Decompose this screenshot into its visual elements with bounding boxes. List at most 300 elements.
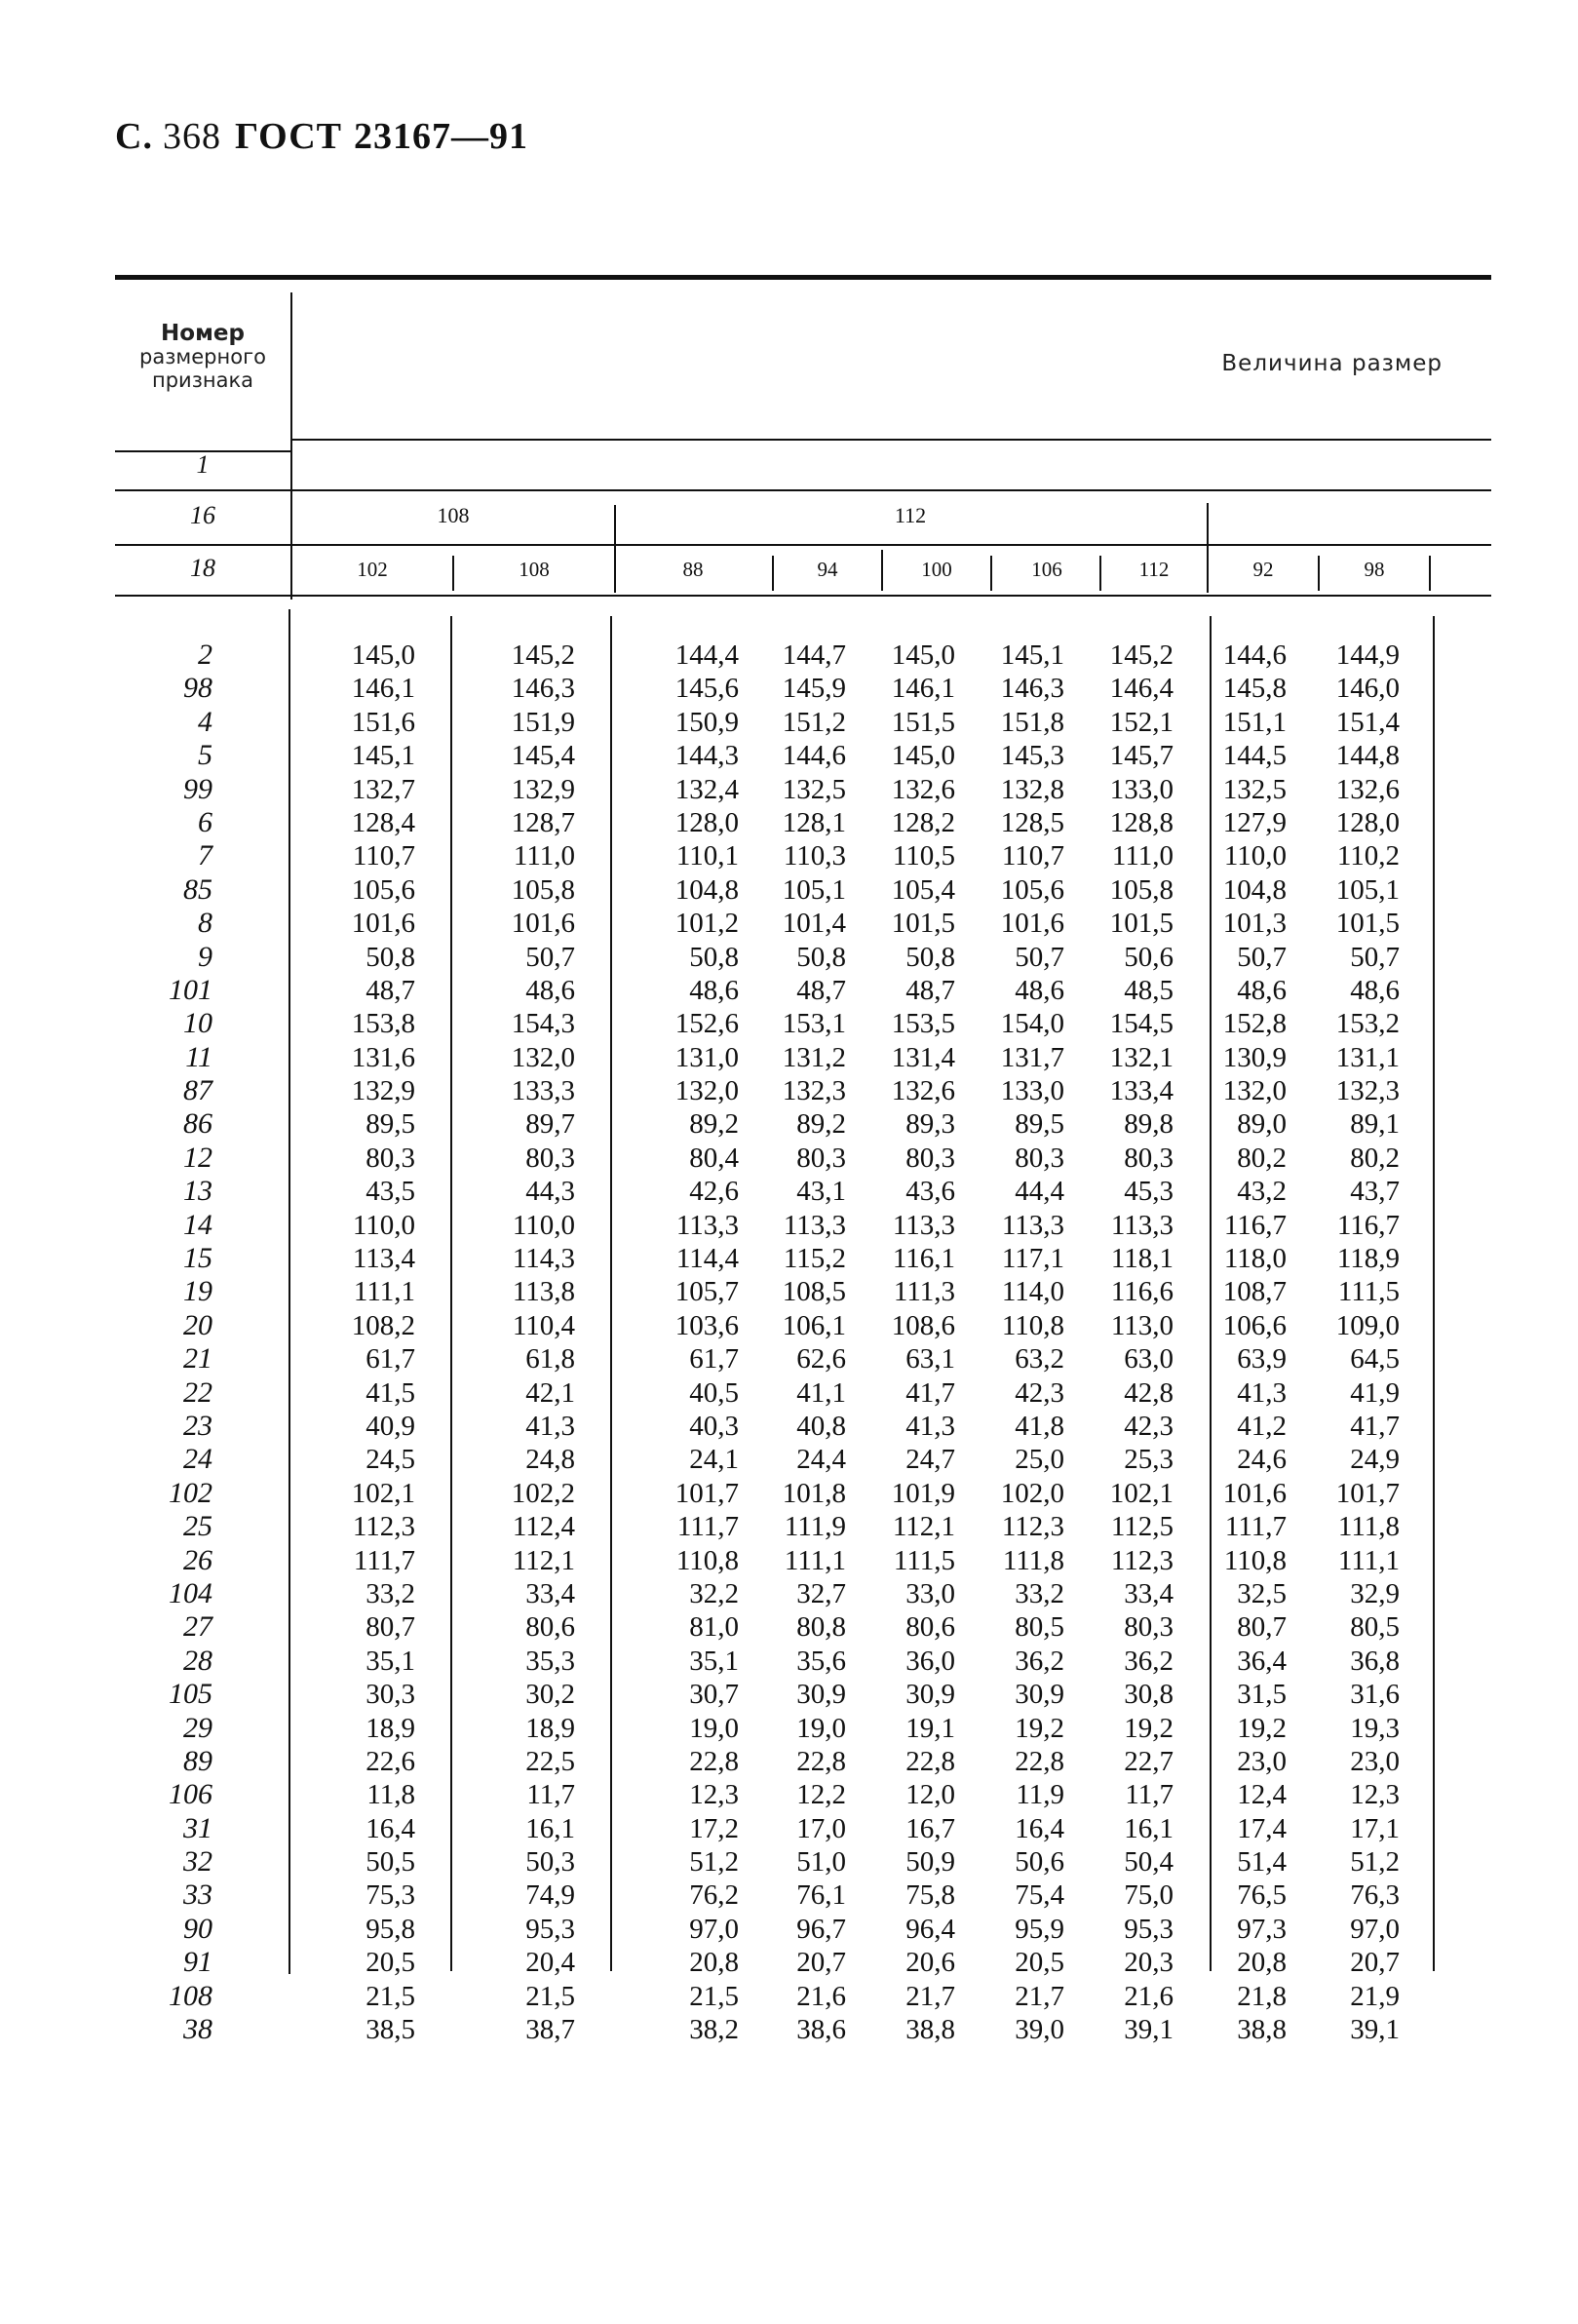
col18-label: 106	[1031, 558, 1062, 581]
col-separator	[881, 550, 883, 591]
table-cell: 101,2	[674, 908, 739, 940]
table-cell: 102,1	[1109, 1477, 1174, 1509]
table-cell: 80,6	[525, 1611, 575, 1644]
table-row	[115, 2013, 1491, 2046]
row-number: 22	[183, 1375, 212, 1409]
table-cell: 132,5	[1222, 773, 1287, 805]
table-cell: 128,2	[891, 806, 955, 838]
table-cell: 89,0	[1237, 1108, 1287, 1141]
table-cell: 21,5	[689, 1980, 739, 2012]
table-cell: 36,2	[1015, 1645, 1064, 1677]
table-row	[115, 1074, 1491, 1107]
table-cell: 105,6	[351, 873, 415, 906]
table-cell: 42,6	[689, 1176, 739, 1208]
table-cell: 74,9	[525, 1879, 575, 1912]
table-cell: 42,3	[1124, 1410, 1174, 1442]
table-cell: 154,5	[1109, 1008, 1174, 1040]
table-cell: 41,5	[366, 1376, 415, 1409]
header-label-line: признака	[151, 368, 254, 392]
table-cell: 41,8	[1015, 1410, 1064, 1442]
col18-label: 92	[1252, 558, 1274, 581]
table-cell: 110,8	[675, 1544, 739, 1576]
table-cell: 114,4	[675, 1243, 739, 1275]
table-cell: 48,7	[905, 974, 955, 1006]
row-number: 25	[183, 1510, 212, 1543]
table-cell: 146,4	[1109, 673, 1174, 705]
table-cell: 131,4	[891, 1041, 955, 1073]
table-cell: 110,0	[512, 1209, 575, 1241]
table-caption: Величина размер	[1221, 351, 1443, 376]
table-cell: 116,7	[1336, 1209, 1400, 1241]
table-cell: 116,1	[892, 1243, 955, 1275]
col18-label: 108	[519, 558, 550, 581]
table-row	[115, 1610, 1491, 1644]
table-cell: 18,9	[525, 1712, 575, 1744]
table-cell: 61,7	[689, 1343, 739, 1375]
table-cell: 96,4	[905, 1913, 955, 1945]
row-number: 31	[183, 1811, 212, 1844]
stub-separator	[290, 292, 292, 600]
table-cell: 130,9	[1222, 1041, 1287, 1073]
row-number: 2	[198, 639, 212, 671]
table-cell: 128,4	[351, 806, 415, 838]
table-row	[115, 706, 1491, 739]
table-row	[115, 1845, 1491, 1879]
table-cell: 145,3	[1000, 740, 1064, 772]
table-cell: 35,1	[689, 1645, 739, 1677]
table-cell: 38,5	[366, 2014, 415, 2046]
table-cell: 80,6	[905, 1611, 955, 1644]
standard-number: 23167—91	[354, 116, 528, 157]
table-cell: 111,1	[353, 1276, 415, 1308]
table-cell: 132,6	[1335, 773, 1400, 805]
table-cell: 30,2	[525, 1679, 575, 1711]
table-cell: 128,5	[1000, 806, 1064, 838]
table-cell: 43,1	[796, 1176, 846, 1208]
table-cell: 80,8	[796, 1611, 846, 1644]
table-cell: 20,5	[1015, 1947, 1064, 1979]
table-cell: 102,0	[1000, 1477, 1064, 1509]
table-cell: 32,5	[1237, 1577, 1287, 1609]
table-cell: 22,8	[1015, 1745, 1064, 1777]
row-number: 4	[198, 705, 212, 738]
table-cell: 21,5	[366, 1980, 415, 2012]
table-cell: 132,3	[782, 1075, 846, 1107]
table-cell: 50,9	[905, 1846, 955, 1879]
table-cell: 40,9	[366, 1410, 415, 1442]
table-row	[115, 1107, 1491, 1141]
table-cell: 154,3	[511, 1008, 575, 1040]
table-cell: 41,9	[1350, 1376, 1400, 1409]
table-cell: 105,1	[1335, 873, 1400, 906]
table-cell: 16,1	[1124, 1812, 1174, 1844]
table-cell: 151,1	[1222, 706, 1287, 738]
table-cell: 20,8	[1237, 1947, 1287, 1979]
table-cell: 128,1	[782, 806, 846, 838]
row-number: 28	[183, 1644, 212, 1677]
table-cell: 38,7	[525, 2014, 575, 2046]
page-prefix: С.	[115, 116, 153, 157]
table-top-rule	[115, 275, 1491, 280]
table-cell: 31,6	[1350, 1679, 1400, 1711]
table-cell: 101,4	[782, 908, 846, 940]
row-number: 24	[183, 1443, 212, 1476]
table-row	[115, 1712, 1491, 1745]
table-cell: 101,5	[1335, 908, 1400, 940]
table-cell: 111,5	[1337, 1276, 1400, 1308]
table-cell: 110,0	[1223, 840, 1287, 872]
table-cell: 11,7	[1125, 1779, 1174, 1811]
row-number: 38	[183, 2013, 212, 2046]
table-cell: 48,7	[366, 974, 415, 1006]
table-cell: 132,4	[674, 773, 739, 805]
table-row	[115, 1242, 1491, 1275]
table-row	[115, 1376, 1491, 1410]
table-cell: 132,7	[351, 773, 415, 805]
table-cell: 33,2	[366, 1577, 415, 1609]
table-cell: 101,6	[351, 908, 415, 940]
table-cell: 144,6	[782, 740, 846, 772]
table-row	[115, 1175, 1491, 1208]
table-row	[115, 1544, 1491, 1577]
table-cell: 145,1	[351, 740, 415, 772]
table-cell: 50,3	[525, 1846, 575, 1879]
table-cell: 110,3	[783, 840, 846, 872]
row-number: 27	[183, 1610, 212, 1644]
table-cell: 152,1	[1109, 706, 1174, 738]
table-cell: 50,8	[689, 941, 739, 973]
table-cell: 113,3	[1110, 1209, 1174, 1241]
table-cell: 75,8	[905, 1879, 955, 1912]
table-cell: 132,0	[1222, 1075, 1287, 1107]
table-cell: 131,2	[782, 1041, 846, 1073]
table-cell: 63,2	[1015, 1343, 1064, 1375]
table-cell: 145,7	[1109, 740, 1174, 772]
table-cell: 131,1	[1335, 1041, 1400, 1073]
table-cell: 95,8	[366, 1913, 415, 1945]
col18-label: 102	[357, 558, 388, 581]
table-cell: 146,3	[1000, 673, 1064, 705]
table-cell: 41,7	[1350, 1410, 1400, 1442]
table-cell: 80,3	[1124, 1611, 1174, 1644]
table-cell: 64,5	[1350, 1343, 1400, 1375]
table-cell: 11,8	[366, 1779, 415, 1811]
table-cell: 150,9	[674, 706, 739, 738]
table-cell: 151,5	[891, 706, 955, 738]
table-cell: 151,2	[782, 706, 846, 738]
table-cell: 80,2	[1237, 1142, 1287, 1174]
table-cell: 111,5	[893, 1544, 955, 1576]
table-cell: 101,6	[1000, 908, 1064, 940]
table-cell: 113,3	[675, 1209, 739, 1241]
dimensions-table	[115, 273, 1491, 2067]
table-cell: 153,5	[891, 1008, 955, 1040]
table-cell: 110,5	[892, 840, 955, 872]
table-cell: 24,9	[1350, 1444, 1400, 1476]
table-cell: 50,6	[1124, 941, 1174, 973]
table-cell: 20,7	[796, 1947, 846, 1979]
table-cell: 110,8	[1001, 1309, 1064, 1341]
table-cell: 113,0	[1110, 1309, 1174, 1341]
table-cell: 32,7	[796, 1577, 846, 1609]
table-cell: 43,5	[366, 1176, 415, 1208]
table-row	[115, 941, 1491, 974]
table-cell: 12,3	[689, 1779, 739, 1811]
table-cell: 42,8	[1124, 1376, 1174, 1409]
row-number: 5	[198, 739, 212, 772]
table-cell: 35,3	[525, 1645, 575, 1677]
table-cell: 35,6	[796, 1645, 846, 1677]
table-cell: 44,4	[1015, 1176, 1064, 1208]
table-cell: 48,6	[689, 974, 739, 1006]
table-cell: 51,0	[796, 1846, 846, 1879]
table-cell: 132,0	[674, 1075, 739, 1107]
row-number: 105	[169, 1678, 212, 1711]
table-cell: 42,1	[525, 1376, 575, 1409]
row-number: 11	[185, 1040, 212, 1073]
table-cell: 20,3	[1124, 1947, 1174, 1979]
table-cell: 76,3	[1350, 1879, 1400, 1912]
table-cell: 146,1	[891, 673, 955, 705]
table-cell: 132,8	[1000, 773, 1064, 805]
table-cell: 32,9	[1350, 1577, 1400, 1609]
table-cell: 12,4	[1237, 1779, 1287, 1811]
table-cell: 16,4	[366, 1812, 415, 1844]
table-cell: 62,6	[796, 1343, 846, 1375]
table-cell: 144,6	[1222, 639, 1287, 671]
table-cell: 76,1	[796, 1879, 846, 1912]
col-separator	[1318, 556, 1320, 591]
table-cell: 101,8	[782, 1477, 846, 1509]
table-row	[115, 1443, 1491, 1476]
table-cell: 30,9	[905, 1679, 955, 1711]
table-cell: 89,8	[1124, 1108, 1174, 1141]
table-cell: 24,4	[796, 1444, 846, 1476]
table-cell: 22,8	[905, 1745, 955, 1777]
table-cell: 76,2	[689, 1879, 739, 1912]
row-number: 101	[169, 973, 212, 1006]
row-number: 91	[183, 1946, 212, 1979]
table-row	[115, 1678, 1491, 1711]
table-row	[115, 839, 1491, 872]
table-cell: 21,7	[905, 1980, 955, 2012]
table-cell: 117,1	[1001, 1243, 1064, 1275]
col18-label: 88	[682, 558, 704, 581]
table-cell: 145,2	[511, 639, 575, 671]
table-cell: 80,5	[1015, 1611, 1064, 1644]
table-cell: 50,5	[366, 1846, 415, 1879]
table-cell: 145,0	[351, 639, 415, 671]
table-cell: 80,2	[1350, 1142, 1400, 1174]
table-cell: 105,7	[674, 1276, 739, 1308]
table-cell: 16,1	[525, 1812, 575, 1844]
table-cell: 101,5	[1109, 908, 1174, 940]
table-cell: 133,0	[1000, 1075, 1064, 1107]
table-cell: 132,6	[891, 773, 955, 805]
table-cell: 24,8	[525, 1444, 575, 1476]
table-cell: 80,4	[689, 1142, 739, 1174]
table-cell: 19,2	[1015, 1712, 1064, 1744]
table-cell: 19,0	[796, 1712, 846, 1744]
table-cell: 89,1	[1350, 1108, 1400, 1141]
table-cell: 105,6	[1000, 873, 1064, 906]
row18-rule	[115, 595, 1491, 597]
table-cell: 110,1	[675, 840, 739, 872]
table-cell: 108,5	[782, 1276, 846, 1308]
table-row	[115, 1309, 1491, 1342]
table-cell: 63,0	[1124, 1343, 1174, 1375]
table-cell: 118,9	[1336, 1243, 1400, 1275]
col-separator	[452, 556, 454, 591]
table-cell: 33,4	[1124, 1577, 1174, 1609]
table-cell: 114,0	[1001, 1276, 1064, 1308]
table-cell: 38,6	[796, 2014, 846, 2046]
table-cell: 40,8	[796, 1410, 846, 1442]
page-number: 368	[162, 116, 221, 157]
table-cell: 113,3	[1001, 1209, 1064, 1241]
table-cell: 23,0	[1350, 1745, 1400, 1777]
table-cell: 20,8	[689, 1947, 739, 1979]
table-cell: 80,3	[366, 1142, 415, 1174]
row-number: 29	[183, 1711, 212, 1744]
table-cell: 20,7	[1350, 1947, 1400, 1979]
table-cell: 36,2	[1124, 1645, 1174, 1677]
table-cell: 113,3	[892, 1209, 955, 1241]
table-cell: 132,1	[1109, 1041, 1174, 1073]
table-cell: 21,6	[796, 1980, 846, 2012]
table-cell: 50,6	[1015, 1846, 1064, 1879]
table-cell: 113,8	[512, 1276, 575, 1308]
table-cell: 80,3	[1015, 1142, 1064, 1174]
table-cell: 112,1	[892, 1511, 955, 1543]
col18-label: 100	[921, 558, 952, 581]
table-cell: 116,7	[1223, 1209, 1287, 1241]
table-cell: 42,3	[1015, 1376, 1064, 1409]
table-cell: 24,6	[1237, 1444, 1287, 1476]
table-cell: 21,8	[1237, 1980, 1287, 2012]
table-cell: 101,7	[1335, 1477, 1400, 1509]
table-cell: 104,8	[1222, 873, 1287, 906]
table-cell: 111,7	[676, 1511, 739, 1543]
table-row	[115, 1577, 1491, 1610]
table-cell: 22,7	[1124, 1745, 1174, 1777]
table-cell: 89,2	[796, 1108, 846, 1141]
table-cell: 48,5	[1124, 974, 1174, 1006]
table-cell: 21,6	[1124, 1980, 1174, 2012]
table-cell: 75,0	[1124, 1879, 1174, 1912]
table-cell: 48,6	[1350, 974, 1400, 1006]
table-cell: 133,4	[1109, 1075, 1174, 1107]
table-cell: 131,0	[674, 1041, 739, 1073]
table-cell: 30,7	[689, 1679, 739, 1711]
table-cell: 20,5	[366, 1947, 415, 1979]
col18-label: 112	[1138, 558, 1170, 581]
table-cell: 153,2	[1335, 1008, 1400, 1040]
table-cell: 18,9	[366, 1712, 415, 1744]
table-cell: 22,8	[796, 1745, 846, 1777]
table-cell: 152,6	[674, 1008, 739, 1040]
table-cell: 63,9	[1237, 1343, 1287, 1375]
table-cell: 50,7	[1237, 941, 1287, 973]
col-separator	[1099, 556, 1101, 591]
table-cell: 16,4	[1015, 1812, 1064, 1844]
row-number: 89	[183, 1744, 212, 1777]
row-label-16: 16	[190, 501, 215, 529]
table-cell: 111,8	[1002, 1544, 1064, 1576]
table-cell: 89,5	[366, 1108, 415, 1141]
table-cell: 114,3	[512, 1243, 575, 1275]
table-cell: 61,8	[525, 1343, 575, 1375]
table-cell: 41,3	[525, 1410, 575, 1442]
table-cell: 22,5	[525, 1745, 575, 1777]
table-row	[115, 672, 1491, 705]
table-cell: 19,0	[689, 1712, 739, 1744]
table-cell: 110,4	[512, 1309, 575, 1341]
table-cell: 151,8	[1000, 706, 1064, 738]
table-cell: 133,0	[1109, 773, 1174, 805]
row-number: 20	[183, 1308, 212, 1341]
table-cell: 80,3	[525, 1142, 575, 1174]
row-number: 102	[169, 1476, 212, 1509]
table-cell: 50,7	[525, 941, 575, 973]
table-cell: 131,6	[351, 1041, 415, 1073]
table-cell: 153,1	[782, 1008, 846, 1040]
table-cell: 151,9	[511, 706, 575, 738]
table-cell: 112,5	[1110, 1511, 1174, 1543]
table-cell: 43,2	[1237, 1176, 1287, 1208]
table-cell: 97,0	[1350, 1913, 1400, 1945]
caption-rule	[292, 439, 1491, 441]
table-cell: 145,2	[1109, 639, 1174, 671]
row-number: 104	[169, 1576, 212, 1609]
table-cell: 128,8	[1109, 806, 1174, 838]
table-cell: 40,5	[689, 1376, 739, 1409]
table-cell: 146,3	[511, 673, 575, 705]
col-separator	[1429, 556, 1431, 591]
table-cell: 36,8	[1350, 1645, 1400, 1677]
table-cell: 144,3	[674, 740, 739, 772]
table-cell: 110,0	[352, 1209, 415, 1241]
row-number: 98	[183, 672, 212, 705]
table-cell: 43,6	[905, 1176, 955, 1208]
table-cell: 23,0	[1237, 1745, 1287, 1777]
table-cell: 50,7	[1015, 941, 1064, 973]
table-cell: 101,7	[674, 1477, 739, 1509]
table-row	[115, 1913, 1491, 1946]
table-cell: 41,3	[1237, 1376, 1287, 1409]
table-cell: 105,4	[891, 873, 955, 906]
table-cell: 39,1	[1124, 2014, 1174, 2046]
table-row	[115, 1275, 1491, 1308]
table-cell: 146,1	[351, 673, 415, 705]
table-cell: 20,6	[905, 1947, 955, 1979]
table-cell: 22,8	[689, 1745, 739, 1777]
table-cell: 144,7	[782, 639, 846, 671]
table-cell: 109,0	[1335, 1309, 1400, 1341]
table-cell: 145,9	[782, 673, 846, 705]
row-number: 23	[183, 1409, 212, 1442]
table-cell: 102,2	[511, 1477, 575, 1509]
row-number: 90	[183, 1912, 212, 1945]
table-cell: 112,3	[352, 1511, 415, 1543]
table-cell: 41,7	[905, 1376, 955, 1409]
table-body	[115, 639, 1491, 2046]
table-cell: 50,7	[1350, 941, 1400, 973]
table-cell: 112,3	[1110, 1544, 1174, 1576]
table-cell: 111,1	[1337, 1544, 1400, 1576]
table-cell: 104,8	[674, 873, 739, 906]
table-cell: 45,3	[1124, 1176, 1174, 1208]
